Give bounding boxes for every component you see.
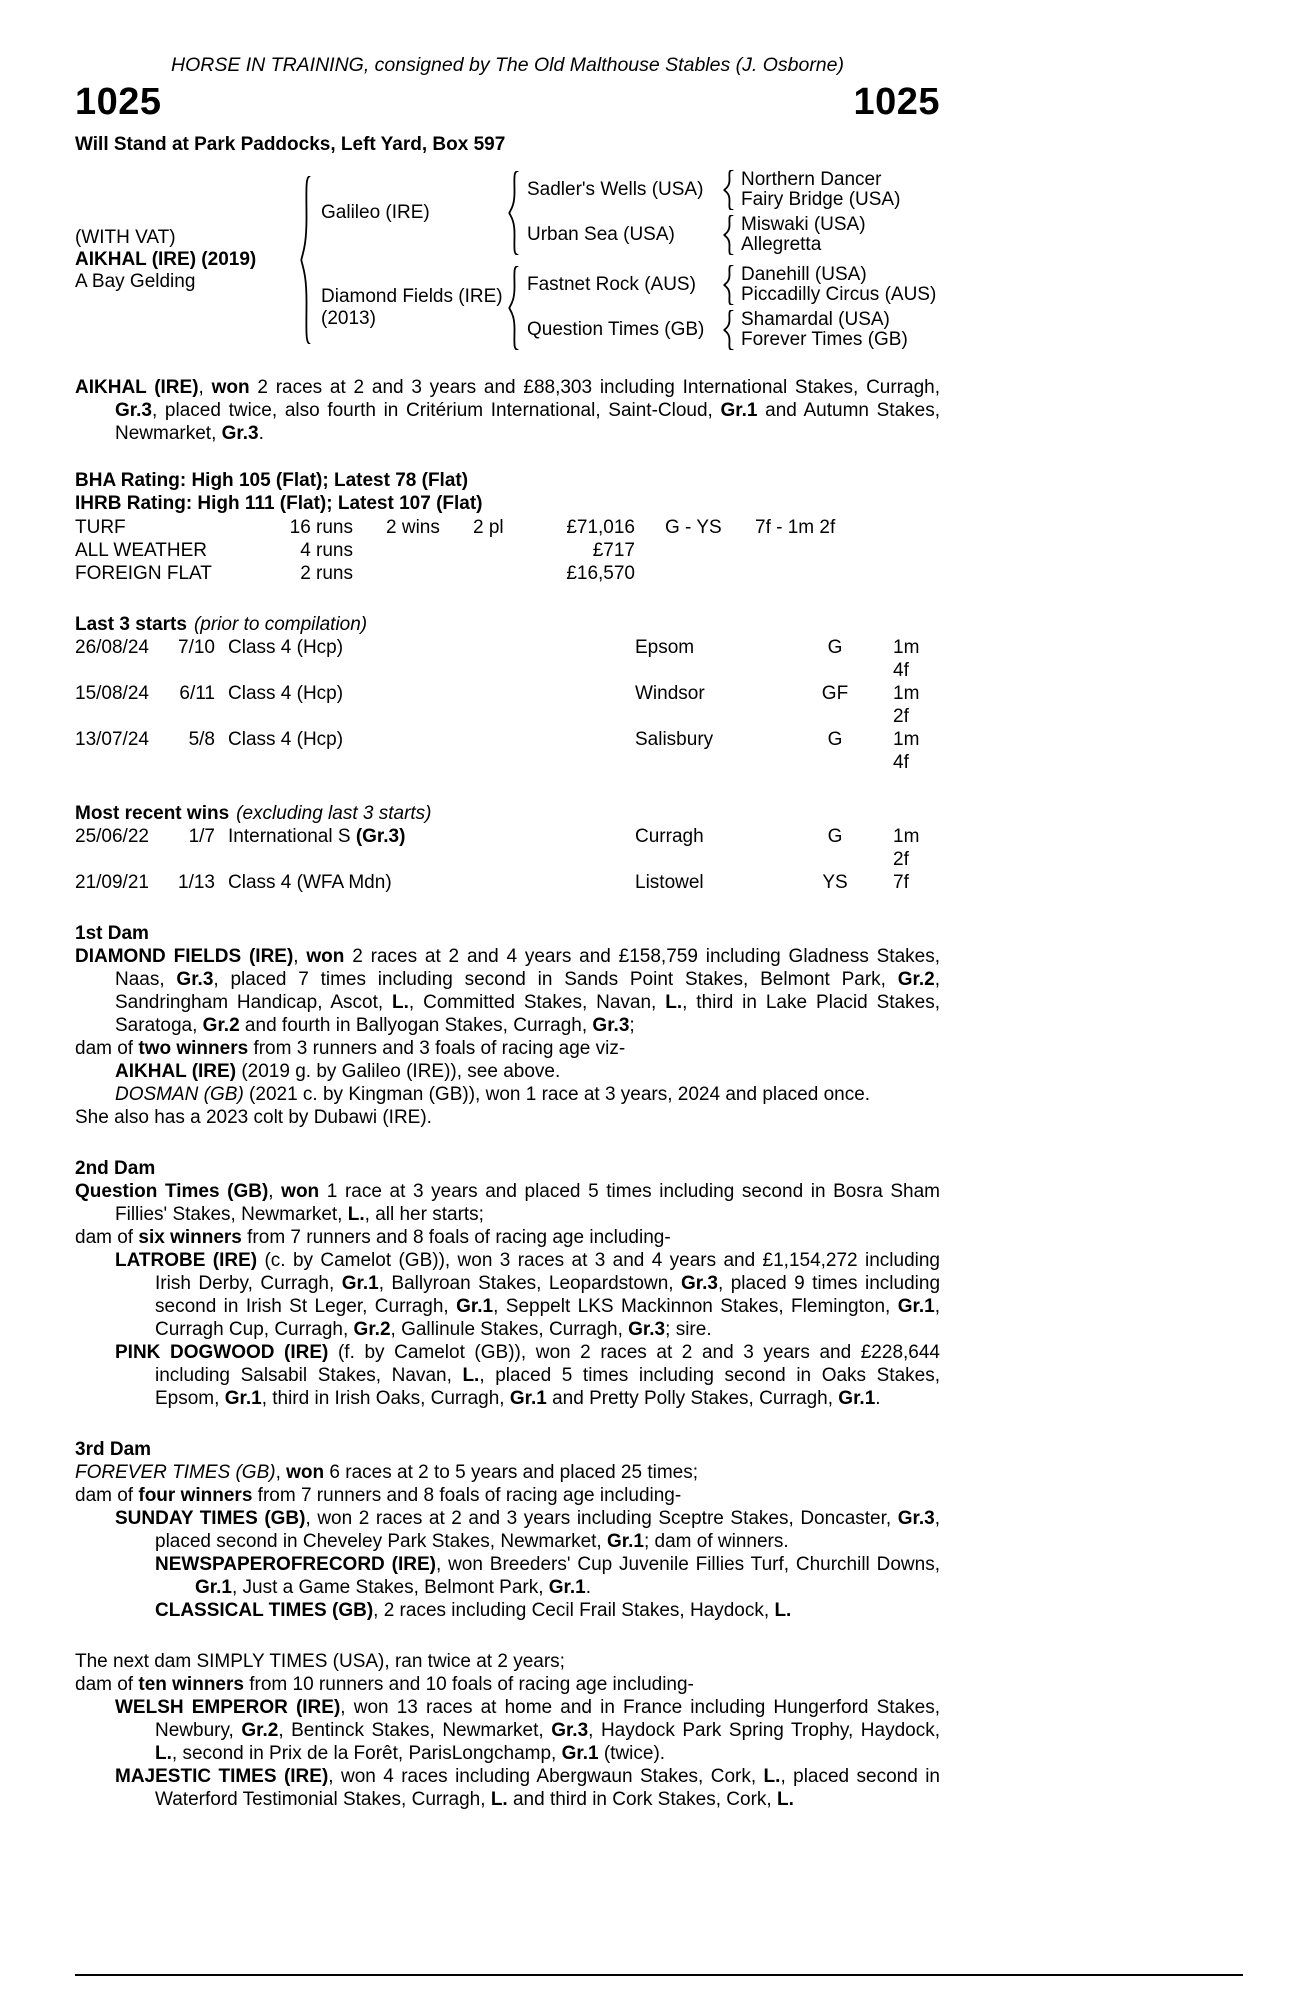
pedigree-brace-icon	[717, 310, 741, 350]
great-grandparent-name: Northern Dancer	[741, 169, 882, 190]
great-grandparents	[741, 215, 866, 255]
start-course: Salisbury	[635, 729, 714, 750]
horse-color-sex: A Bay Gelding	[75, 271, 196, 292]
grandparent-branch	[527, 215, 900, 255]
first-dam-note: She also has a 2023 colt by Dubawi (IRE).	[75, 1107, 432, 1128]
record-surface: FOREIGN FLAT	[75, 563, 212, 584]
record-earnings: £717	[592, 540, 635, 561]
produce-entry: MAJESTIC TIMES (IRE), won 4 races including Abergwaun Stakes, Cork, L., placed second in Waterford Testimonial Stakes, Curragh, L. and third in Cork Stakes, Cork, L.	[115, 1766, 940, 1810]
start-position: 7/10	[178, 637, 215, 658]
stand-location-line: Will Stand at Park Paddocks, Left Yard, Box 597	[75, 134, 506, 155]
record-going	[665, 539, 755, 562]
grandparent-branch	[527, 170, 900, 210]
third-dam-heading: 3rd Dam	[75, 1439, 152, 1460]
win-race: Class 4 (WFA Mdn)	[228, 872, 392, 893]
sire-branch	[321, 170, 936, 255]
start-row	[75, 728, 940, 774]
grandparent-branch	[527, 310, 936, 350]
produce-entry: LATROBE (IRE) (c. by Camelot (GB)), won 3 races at 3 and 4 years and £1,154,272 including Irish Derby, Curragh, Gr.1, Ballyroan Stakes, Leopardstown, Gr.3, placed 9 times including second in Irish St Leger, Curragh, Gr.1, Seppelt LKS Mackinnon Stakes, Flemington, Gr.1, Curragh Cup, Curragh, Gr.2, Gallinule Stakes, Curragh, Gr.3; sire.	[115, 1250, 941, 1340]
great-grandparent-name: Miswaki (USA)	[741, 214, 866, 235]
start-race: Class 4 (Hcp)	[228, 683, 344, 704]
grandparent-name: Fastnet Rock (AUS)	[527, 274, 696, 295]
great-grandparent-name: Shamardal (USA)	[741, 309, 890, 330]
horse-name: AIKHAL (IRE) (2019)	[75, 249, 257, 270]
record-runs: 16 runs	[289, 517, 353, 538]
win-row	[75, 825, 940, 871]
record-places	[473, 539, 550, 562]
record-places: 2 pl	[473, 517, 504, 538]
recent-wins-title: Most recent wins	[75, 803, 230, 824]
start-date: 26/08/24	[75, 637, 149, 658]
win-date: 21/09/21	[75, 872, 149, 893]
produce-entry: NEWSPAPEROFRECORD (IRE), won Breeders' Cup Juvenile Fillies Turf, Churchill Downs, Gr.1, Just a Game Stakes, Belmont Park, Gr.1.	[155, 1554, 940, 1598]
record-earnings: £16,570	[566, 563, 635, 584]
produce-entry: PINK DOGWOOD (IRE) (f. by Camelot (GB)), won 2 races at 2 and 3 years and £228,644 including Salsabil Stakes, Navan, L., placed 5 times including second in Oaks Stakes, Epsom, Gr.1, third in Irish Oaks, Curragh, Gr.1 and Pretty Polly Stakes, Curragh, Gr.1.	[115, 1342, 940, 1409]
start-date: 13/07/24	[75, 729, 149, 750]
grandparent-name: Question Times (GB)	[527, 319, 705, 340]
lot-number-left: 1025	[75, 81, 162, 123]
record-distance: 7f - 1m 2f	[755, 517, 836, 538]
record-wins	[353, 562, 473, 585]
dam-year: (2013)	[321, 307, 376, 329]
third-dam-damof-line: dam of four winners from 7 runners and 8 foals of racing age including-	[75, 1485, 682, 1506]
race-summary-paragraph: AIKHAL (IRE), won 2 races at 2 and 3 years and £88,303 including International Stakes, Curragh, Gr.3, placed twice, also fourth in Critérium International, Saint-Cloud, Gr.1 and Autumn Stakes, Newmarket, Gr.3.	[75, 377, 940, 444]
record-row	[75, 516, 940, 539]
first-dam-section	[75, 922, 940, 1129]
first-dam-damof-line: dam of two winners from 3 runners and 3 foals of racing age viz-	[75, 1038, 626, 1059]
record-runs: 4 runs	[300, 540, 353, 561]
win-distance: 1m 2f	[893, 826, 920, 870]
pedigree-brace-icon	[291, 176, 321, 344]
record-surface: ALL WEATHER	[75, 540, 207, 561]
start-distance: 1m 2f	[893, 683, 920, 727]
consignor-line: HORSE IN TRAINING, consigned by The Old Malthouse Stables (J. Osborne)	[170, 54, 844, 76]
with-vat-label: (WITH VAT)	[75, 227, 176, 248]
win-position: 1/13	[178, 872, 215, 893]
start-going: GF	[821, 683, 849, 704]
first-dam-paragraph: DIAMOND FIELDS (IRE), won 2 races at 2 and 4 years and £158,759 including Gladness Stakes, Naas, Gr.3, placed 7 times including second in Sands Point Stakes, Belmont Park, Gr.2, Sandringham Handicap, Ascot, L., Committed Stakes, Navan, L., third in Lake Placid Stakes, Saratoga, Gr.2 and fourth in Ballyogan Stakes, Curragh, Gr.3;	[75, 946, 940, 1036]
next-dam-damof-line: dam of ten winners from 10 runners and 10 foals of racing age including-	[75, 1674, 694, 1695]
start-distance: 1m 4f	[893, 637, 920, 681]
record-earnings: £71,016	[566, 517, 635, 538]
pedigree-horse-block	[75, 227, 291, 293]
ratings-section	[75, 469, 940, 585]
recent-wins-subtitle: (excluding last 3 starts)	[236, 803, 432, 824]
start-course: Windsor	[635, 683, 705, 704]
start-position: 5/8	[188, 729, 215, 750]
race-summary-section	[75, 376, 940, 445]
third-dam-section	[75, 1438, 940, 1622]
win-row	[75, 871, 940, 894]
start-race: Class 4 (Hcp)	[228, 637, 344, 658]
start-date: 15/08/24	[75, 683, 149, 704]
record-wins: 2 wins	[386, 517, 440, 538]
pedigree-brace-icon	[501, 266, 527, 350]
second-dam-damof-line: dam of six winners from 7 runners and 8 foals of racing age including-	[75, 1227, 671, 1248]
dam-name-block	[321, 286, 501, 330]
start-going: G	[827, 729, 843, 750]
sire-name: Galileo (IRE)	[321, 201, 430, 223]
record-row	[75, 539, 940, 562]
next-dam-intro: The next dam SIMPLY TIMES (USA), ran twice at 2 years;	[75, 1651, 565, 1672]
grandparent-name: Sadler's Wells (USA)	[527, 179, 704, 200]
dam-name: Diamond Fields (IRE)	[321, 285, 503, 307]
ihrb-rating-line: IHRB Rating: High 111 (Flat); Latest 107 (Flat)	[75, 493, 483, 514]
win-race: International S (Gr.3)	[228, 826, 406, 847]
recent-wins-section	[75, 802, 940, 894]
great-grandparent-name: Forever Times (GB)	[741, 329, 908, 350]
race-record-table	[75, 516, 940, 585]
win-distance: 7f	[893, 872, 909, 893]
pedigree-brace-icon	[717, 215, 741, 255]
great-grandparent-name: Allegretta	[741, 234, 822, 255]
great-grandparents	[741, 170, 900, 210]
produce-entry: WELSH EMPEROR (IRE), won 13 races at home and in France including Hungerford Stakes, Newbury, Gr.2, Bentinck Stakes, Newmarket, Gr.3, Haydock Park Spring Trophy, Haydock, L., second in Prix de la Forêt, ParisLongchamp, Gr.1 (twice).	[115, 1697, 940, 1764]
start-going: G	[827, 637, 843, 658]
produce-entry: AIKHAL (IRE) (2019 g. by Galileo (IRE)), see above.	[115, 1061, 561, 1082]
grandparent-name: Urban Sea (USA)	[527, 224, 675, 245]
next-dam-section	[75, 1650, 940, 1811]
pedigree-table	[75, 170, 940, 350]
last-starts-title: Last 3 starts	[75, 614, 187, 635]
lot-number-right: 1025	[853, 81, 940, 123]
record-surface: TURF	[75, 517, 126, 538]
pedigree-brace-icon	[717, 265, 741, 305]
record-wins	[353, 539, 473, 562]
pedigree-brace-icon	[501, 171, 527, 255]
last-starts-heading	[75, 613, 940, 636]
first-dam-heading: 1st Dam	[75, 923, 149, 944]
produce-entry: CLASSICAL TIMES (GB), 2 races including Cecil Frail Stakes, Haydock, L.	[155, 1600, 792, 1621]
great-grandparents	[741, 265, 936, 305]
bha-rating-line: BHA Rating: High 105 (Flat); Latest 78 (Flat)	[75, 470, 469, 491]
start-distance: 1m 4f	[893, 729, 920, 773]
produce-entry: SUNDAY TIMES (GB), won 2 races at 2 and 3 years including Sceptre Stakes, Doncaster, Gr.3, placed second in Cheveley Park Stakes, Newmarket, Gr.1; dam of winners.	[115, 1508, 940, 1552]
footer-divider	[75, 1974, 1243, 1976]
last-starts-subtitle: (prior to compilation)	[193, 614, 368, 635]
win-course: Curragh	[635, 826, 704, 847]
great-grandparent-name: Danehill (USA)	[741, 264, 867, 285]
great-grandparents	[741, 310, 908, 350]
pedigree-brace-icon	[717, 170, 741, 210]
recent-wins-heading	[75, 802, 940, 825]
win-date: 25/06/22	[75, 826, 149, 847]
start-row	[75, 682, 940, 728]
start-row	[75, 636, 940, 682]
record-runs: 2 runs	[300, 563, 353, 584]
win-going: G	[827, 826, 843, 847]
third-dam-paragraph: FOREVER TIMES (GB), won 6 races at 2 to 5 years and placed 25 times;	[75, 1462, 699, 1483]
dam-branch	[321, 265, 936, 350]
win-position: 1/7	[188, 826, 215, 847]
start-course: Epsom	[635, 637, 695, 658]
last-starts-section	[75, 613, 940, 774]
win-course: Listowel	[635, 872, 704, 893]
record-places	[473, 562, 550, 585]
produce-entry: DOSMAN (GB) (2021 c. by Kingman (GB)), won 1 race at 3 years, 2024 and placed once.	[115, 1084, 871, 1105]
start-race: Class 4 (Hcp)	[228, 729, 344, 750]
grandparent-branch	[527, 265, 936, 305]
second-dam-paragraph: Question Times (GB), won 1 race at 3 years and placed 5 times including second in Bosra Sham Fillies' Stakes, Newmarket, L., all her starts;	[75, 1181, 941, 1225]
record-going: G - YS	[665, 517, 722, 538]
great-grandparent-name: Fairy Bridge (USA)	[741, 189, 901, 210]
great-grandparent-name: Piccadilly Circus (AUS)	[741, 284, 937, 305]
record-row	[75, 562, 940, 585]
second-dam-heading: 2nd Dam	[75, 1158, 156, 1179]
start-position: 6/11	[179, 683, 215, 704]
lot-number-row	[75, 81, 940, 123]
win-going: YS	[822, 872, 848, 893]
second-dam-section	[75, 1157, 940, 1410]
record-going	[665, 562, 755, 585]
